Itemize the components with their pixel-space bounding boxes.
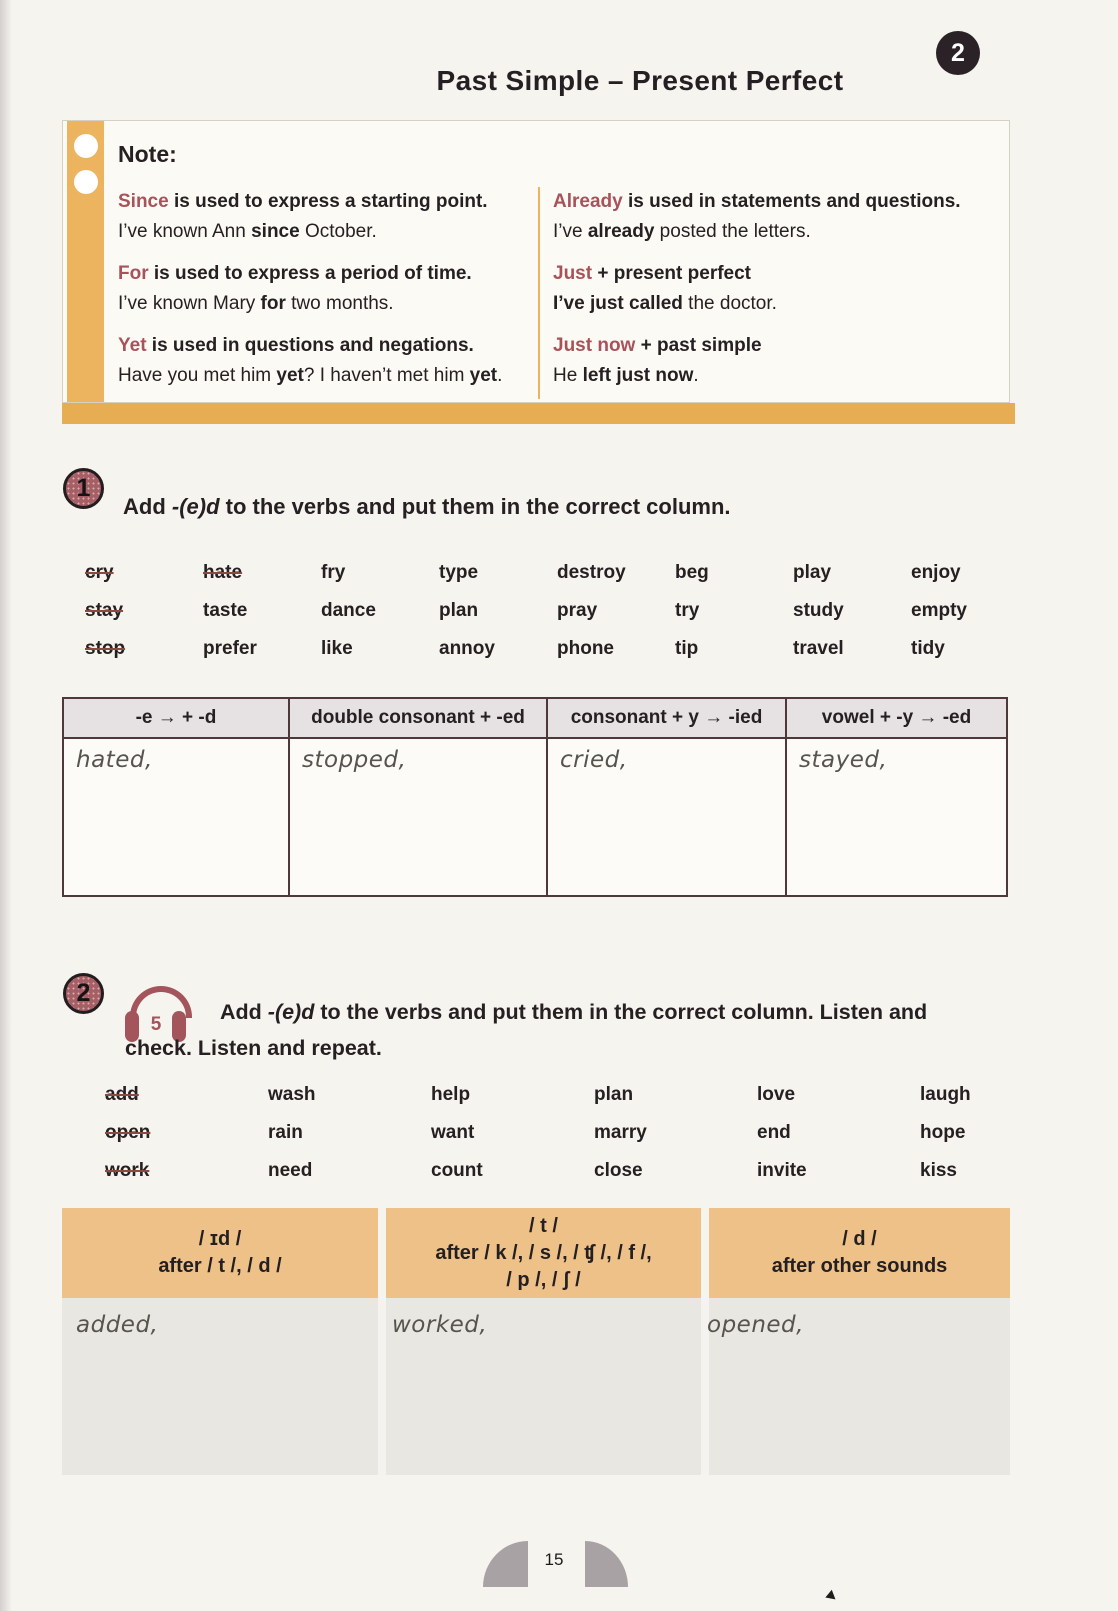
unit-number-badge: 2	[936, 31, 980, 75]
column-header: consonant + y → -ied	[546, 699, 785, 739]
rule-text: For is used to express a period of time.	[118, 263, 472, 284]
phonetic-rule: after / k /, / s /, / ʧ /, / f /,	[435, 1241, 652, 1264]
page-title: Past Simple – Present Perfect	[436, 64, 844, 96]
note-box	[62, 120, 1010, 403]
note-rule-since	[118, 187, 538, 247]
note-spine	[67, 121, 104, 402]
phonetic-rule: / p /, / ʃ /	[506, 1268, 581, 1291]
scan-edge	[0, 0, 12, 1611]
handwritten-answer: added,	[76, 1312, 159, 1338]
table-answer-row	[64, 739, 1006, 895]
exercise-1-word-list	[85, 554, 1029, 668]
column-gap	[378, 1298, 386, 1475]
rule-text: Already is used in statements and questions.	[553, 191, 961, 212]
note-heading: Note:	[118, 141, 177, 167]
note-rule-already	[553, 187, 1013, 247]
phonetic-rule: after / t /, / d /	[158, 1255, 282, 1277]
exercise-2-word-list	[105, 1076, 1083, 1190]
rule-example: I’ve already posted the letters.	[553, 221, 811, 242]
audio-track-number: 5	[150, 1014, 162, 1035]
table-header-row	[64, 699, 1006, 739]
phonetic-header-d	[709, 1208, 1010, 1298]
exercise-1-title: Add -(e)d to the verbs and put them in the correct column.	[123, 494, 731, 520]
rule-example: I’ve just called the doctor.	[553, 293, 777, 314]
word-row: add wash help plan love laugh	[105, 1084, 971, 1105]
exercise-2-badge: 2	[63, 973, 104, 1014]
answer-cell	[785, 739, 1006, 895]
rule-example: I’ve known Ann since October.	[118, 221, 377, 242]
footer-ornament-right	[585, 1541, 628, 1587]
note-rule-for	[118, 259, 538, 319]
rule-text: Since is used to express a starting point.	[118, 191, 488, 212]
note-left-column	[118, 187, 538, 391]
word-row: stop prefer like annoy phone tip travel tidy	[85, 638, 945, 659]
note-rule-just	[553, 259, 1013, 319]
page-number: 15	[544, 1550, 564, 1569]
word-row: stay taste dance plan pray try study empty	[85, 600, 967, 621]
handwritten-answer: hated,	[76, 747, 153, 773]
rule-text: Just + present perfect	[553, 263, 751, 284]
spelling-sort-table	[62, 697, 1008, 897]
footer-ornament-left	[483, 1541, 528, 1587]
column-header: -e → + -d	[64, 699, 288, 739]
note-rule-yet	[118, 331, 538, 391]
column-header: double consonant + -ed	[288, 699, 546, 739]
phonetic-header-id	[62, 1208, 378, 1298]
hole-punch-icon	[74, 170, 98, 194]
word-row: open rain want marry end hope	[105, 1122, 966, 1143]
phonetic-symbol: / d /	[842, 1228, 877, 1250]
handwritten-answer: opened,	[707, 1312, 804, 1338]
phonetic-rule: after other sounds	[771, 1255, 948, 1277]
answer-cell	[64, 739, 288, 895]
note-column-divider	[538, 187, 540, 399]
phonetic-symbol: / t /	[529, 1214, 558, 1237]
rule-text: Just now + past simple	[553, 335, 762, 356]
handwritten-answer: worked,	[392, 1312, 488, 1338]
note-underbar	[62, 403, 1015, 424]
rule-example: Have you met him yet? I haven’t met him yet.	[118, 365, 503, 386]
exercise-2-title: Add -(e)d to the verbs and put them in the correct column. Listen and check. Listen and repeat.	[125, 999, 928, 1060]
exercise-1-badge: 1	[63, 468, 104, 509]
phonetic-answer-area	[62, 1298, 1010, 1475]
word-row: work need count close invite kiss	[105, 1160, 957, 1181]
handwritten-answer: stayed,	[799, 747, 888, 773]
handwritten-answer: cried,	[560, 747, 628, 773]
ink-mark	[825, 1590, 838, 1603]
phonetic-symbol: / ɪd /	[198, 1228, 242, 1250]
column-header: vowel + -y → -ed	[785, 699, 1006, 739]
hole-punch-icon	[74, 134, 98, 158]
rule-text: Yet is used in questions and negations.	[118, 335, 474, 356]
answer-cell	[288, 739, 546, 895]
note-rule-just-now	[553, 331, 1013, 391]
answer-cell	[546, 739, 785, 895]
rule-example: He left just now.	[553, 365, 699, 386]
note-right-column	[553, 187, 1013, 391]
handwritten-answer: stopped,	[302, 747, 407, 773]
rule-example: I’ve known Mary for two months.	[118, 293, 394, 314]
word-row: cry hate fry type destroy beg play enjoy	[85, 562, 961, 583]
phonetic-header-t	[386, 1208, 701, 1298]
